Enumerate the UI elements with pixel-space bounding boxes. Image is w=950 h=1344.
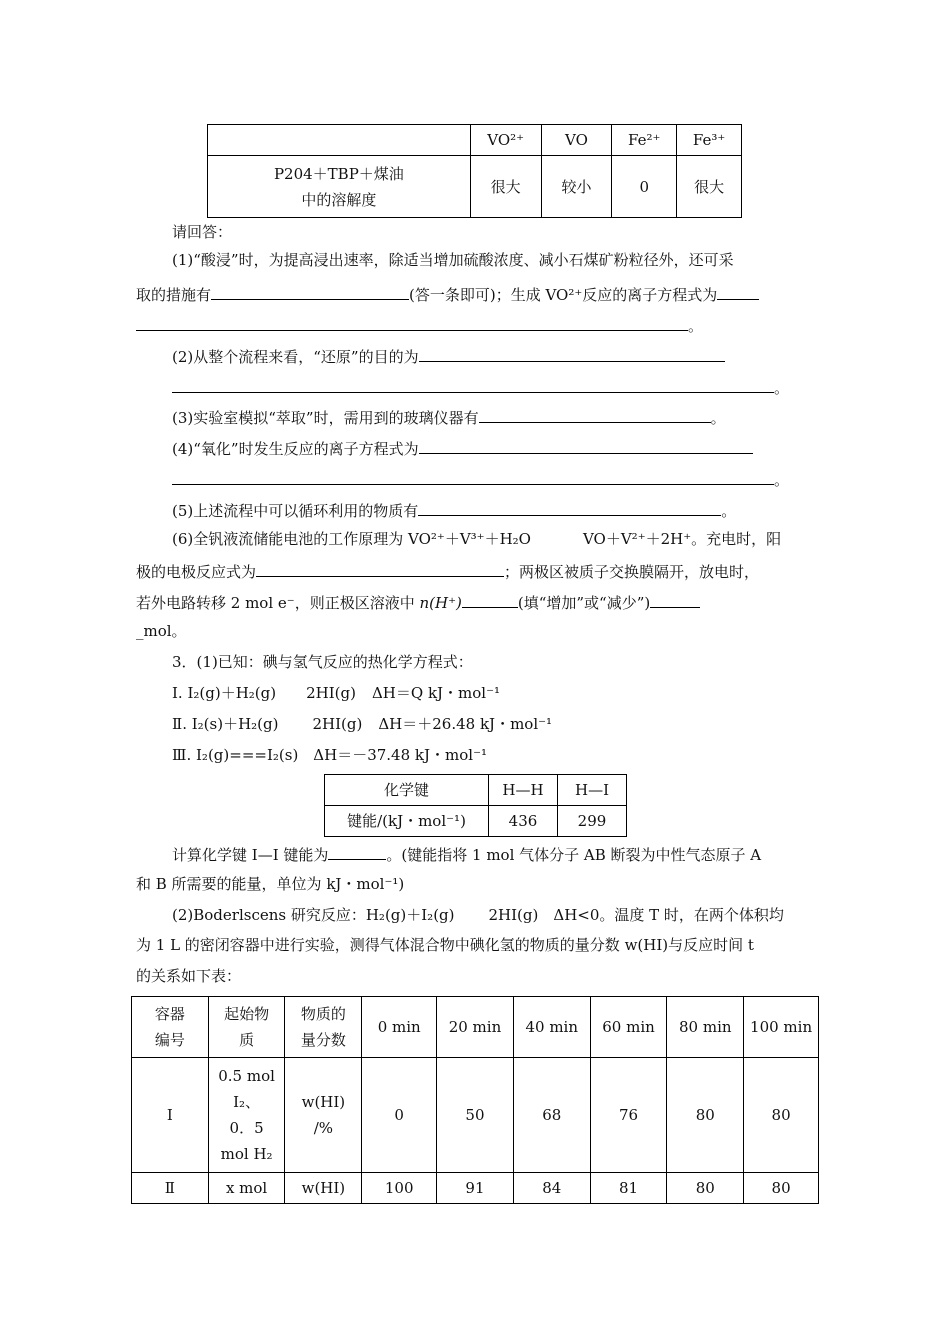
answer-blank[interactable] xyxy=(211,283,409,300)
table-cell: 80 xyxy=(744,1058,819,1173)
intro-text: 请回答： xyxy=(172,223,233,241)
answer-blank[interactable] xyxy=(650,591,700,608)
table-cell: 84 xyxy=(513,1173,590,1204)
text: 极的电极反应式为 xyxy=(136,563,257,581)
table-cell: 80 xyxy=(744,1173,819,1204)
text: 2HI(g) xyxy=(312,715,363,733)
text: ΔH＝Q kJ・mol⁻¹ xyxy=(371,684,501,702)
equation-2 xyxy=(172,714,552,734)
question-2-line-2 xyxy=(172,376,789,398)
table-header: 20 min xyxy=(437,997,514,1058)
equation-3: Ⅲ. I₂(g)===I₂(s) ΔH＝－37.48 kJ・mol⁻¹ xyxy=(172,746,488,764)
text: Ⅰ. I₂(g)＋H₂(g) xyxy=(172,684,277,702)
start-line: 0.5 mol xyxy=(218,1067,275,1085)
part2-line-3: 的关系如下表： xyxy=(136,967,242,985)
answer-blank[interactable] xyxy=(419,437,753,454)
text: 计算化学键 I—I 键能为 xyxy=(172,846,329,864)
table-header: VO²⁺ xyxy=(470,125,541,156)
table-cell: 76 xyxy=(590,1058,667,1173)
header-line: 编号 xyxy=(154,1031,185,1049)
text: (2)从整个流程来看，“还原”的目的为 xyxy=(172,348,419,366)
row-label-line: 中的溶解度 xyxy=(301,190,377,209)
text: n(H⁺) xyxy=(419,594,462,612)
equation-1 xyxy=(172,683,500,703)
text: (2)Boderlscens 研究反应：H₂(g)＋I₂(g) xyxy=(172,906,455,924)
table-cell: 很大 xyxy=(470,156,541,218)
table-cell: 436 xyxy=(489,806,558,837)
text: (3)实验室模拟“萃取”时，需用到的玻璃仪器有 xyxy=(172,409,479,427)
table-cell: 80 xyxy=(667,1173,744,1204)
answer-blank[interactable] xyxy=(328,843,386,860)
table-cell: 81 xyxy=(590,1173,667,1204)
text: 。 xyxy=(774,471,790,489)
q3-title: 3．(1)已知：碘与氢气反应的热化学方程式： xyxy=(172,653,473,671)
fraction-label xyxy=(285,1058,362,1173)
start-line: mol H₂ xyxy=(220,1145,273,1163)
text: 。 xyxy=(688,317,704,335)
table-header: H—H xyxy=(489,775,558,806)
table-header: H—I xyxy=(558,775,627,806)
text: 若外电路转移 2 mol e⁻，则正极区溶液中 xyxy=(136,594,415,612)
text: ；两极区被质子交换膜隔开，放电时， xyxy=(504,563,760,581)
hi-fraction-table xyxy=(131,996,819,1204)
question-4-line-1 xyxy=(172,437,753,459)
answer-blank[interactable] xyxy=(418,499,721,516)
start-material: x mol xyxy=(208,1173,285,1204)
question-4-line-2 xyxy=(172,468,789,490)
start-line: 0．5 xyxy=(229,1119,264,1137)
text: 2HI(g) ΔH<0。温度 T 时，在两个体积均 xyxy=(488,906,784,924)
answer-blank[interactable] xyxy=(717,283,759,300)
question-1-line-1: (1)“酸浸”时，为提高浸出速率，除适当增加硫酸浓度、减小石煤矿粉粒径外，还可采 xyxy=(172,251,734,269)
table-header: Fe²⁺ xyxy=(612,125,677,156)
text: (填“增加”或“减少”) xyxy=(517,594,651,612)
answer-blank[interactable] xyxy=(256,560,504,577)
solubility-table xyxy=(207,124,742,218)
fraction-line: /% xyxy=(313,1119,334,1137)
text: (5)上述流程中可以循环利用的物质有 xyxy=(172,502,419,520)
text: 。 xyxy=(710,409,726,427)
table-header: VO xyxy=(541,125,612,156)
header-line: 容器 xyxy=(154,1005,185,1023)
text: Ⅱ. I₂(s)＋H₂(g) xyxy=(172,715,279,733)
question-6-line-1 xyxy=(172,529,781,549)
table-header xyxy=(208,997,285,1058)
calc-line-1 xyxy=(172,843,761,865)
text: 。 xyxy=(721,502,737,520)
table-header: 60 min xyxy=(590,997,667,1058)
fraction-label: w(HI) xyxy=(285,1173,362,1204)
header-line: 质 xyxy=(239,1031,255,1049)
table-header: 80 min xyxy=(667,997,744,1058)
table-cell: 很大 xyxy=(677,156,742,218)
question-3-line xyxy=(172,406,726,428)
text: VO＋V²⁺＋2H⁺。充电时，阳 xyxy=(582,530,782,548)
table-header: 化学键 xyxy=(325,775,489,806)
table-cell: 100 xyxy=(362,1173,437,1204)
fraction-line: w(HI) xyxy=(301,1093,346,1111)
container-id: Ⅱ xyxy=(132,1173,209,1204)
answer-blank[interactable] xyxy=(172,468,774,485)
text: 。(键能指将 1 mol 气体分子 AB 断裂为中性气态原子 A xyxy=(386,846,762,864)
start-line: I₂、 xyxy=(233,1093,261,1111)
header-line: 量分数 xyxy=(300,1031,346,1049)
question-6-line-4: _mol。 xyxy=(136,622,187,640)
text: ΔH＝＋26.48 kJ・mol⁻¹ xyxy=(378,715,553,733)
table-cell: 299 xyxy=(558,806,627,837)
question-1-line-3 xyxy=(136,314,703,336)
table-cell: 0 xyxy=(362,1058,437,1173)
answer-blank[interactable] xyxy=(172,376,774,393)
part2-line-1 xyxy=(172,905,784,925)
row-label-line: P204＋TBP＋煤油 xyxy=(273,164,404,183)
start-material xyxy=(208,1058,285,1173)
question-1-line-2 xyxy=(136,283,759,305)
table-cell: 91 xyxy=(437,1173,514,1204)
table-header xyxy=(132,997,209,1058)
row-label xyxy=(208,156,471,218)
text: 2HI(g) xyxy=(306,684,356,702)
table-cell: 80 xyxy=(667,1058,744,1173)
text: (答一条即可)；生成 VO²⁺反应的离子方程式为 xyxy=(409,286,718,304)
table-header: 100 min xyxy=(744,997,819,1058)
calc-line-2: 和 B 所需要的能量，单位为 kJ・mol⁻¹) xyxy=(136,875,405,893)
text: 。 xyxy=(774,379,790,397)
container-id: Ⅰ xyxy=(132,1058,209,1173)
question-5-line xyxy=(172,499,736,521)
table-cell: 较小 xyxy=(541,156,612,218)
table-cell: 68 xyxy=(513,1058,590,1173)
answer-blank[interactable] xyxy=(479,406,711,423)
question-6-line-2 xyxy=(136,560,759,582)
table-cell: 50 xyxy=(437,1058,514,1173)
question-6-line-3 xyxy=(136,591,700,613)
text: (6)全钒液流储能电池的工作原理为 VO²⁺＋V³⁺＋H₂O xyxy=(172,530,531,548)
header-line: 起始物 xyxy=(224,1005,270,1023)
row-label: 键能/(kJ・mol⁻¹) xyxy=(325,806,489,837)
answer-blank[interactable] xyxy=(136,314,688,331)
bond-energy-table xyxy=(324,774,627,837)
table-header: 0 min xyxy=(362,997,437,1058)
table-header: 40 min xyxy=(513,997,590,1058)
question-2-line-1 xyxy=(172,345,725,367)
answer-blank[interactable] xyxy=(462,591,518,608)
table-header: Fe³⁺ xyxy=(677,125,742,156)
text: 取的措施有 xyxy=(136,286,212,304)
table-cell: 0 xyxy=(612,156,677,218)
table-cell-empty xyxy=(208,125,471,156)
part2-line-2: 为 1 L 的密闭容器中进行实验，测得气体混合物中碘化氢的物质的量分数 w(HI)与反应时间 t xyxy=(136,936,754,954)
header-line: 物质的 xyxy=(300,1005,346,1023)
text: (4)“氧化”时发生反应的离子方程式为 xyxy=(172,440,419,458)
table-header xyxy=(285,997,362,1058)
answer-blank[interactable] xyxy=(419,345,725,362)
